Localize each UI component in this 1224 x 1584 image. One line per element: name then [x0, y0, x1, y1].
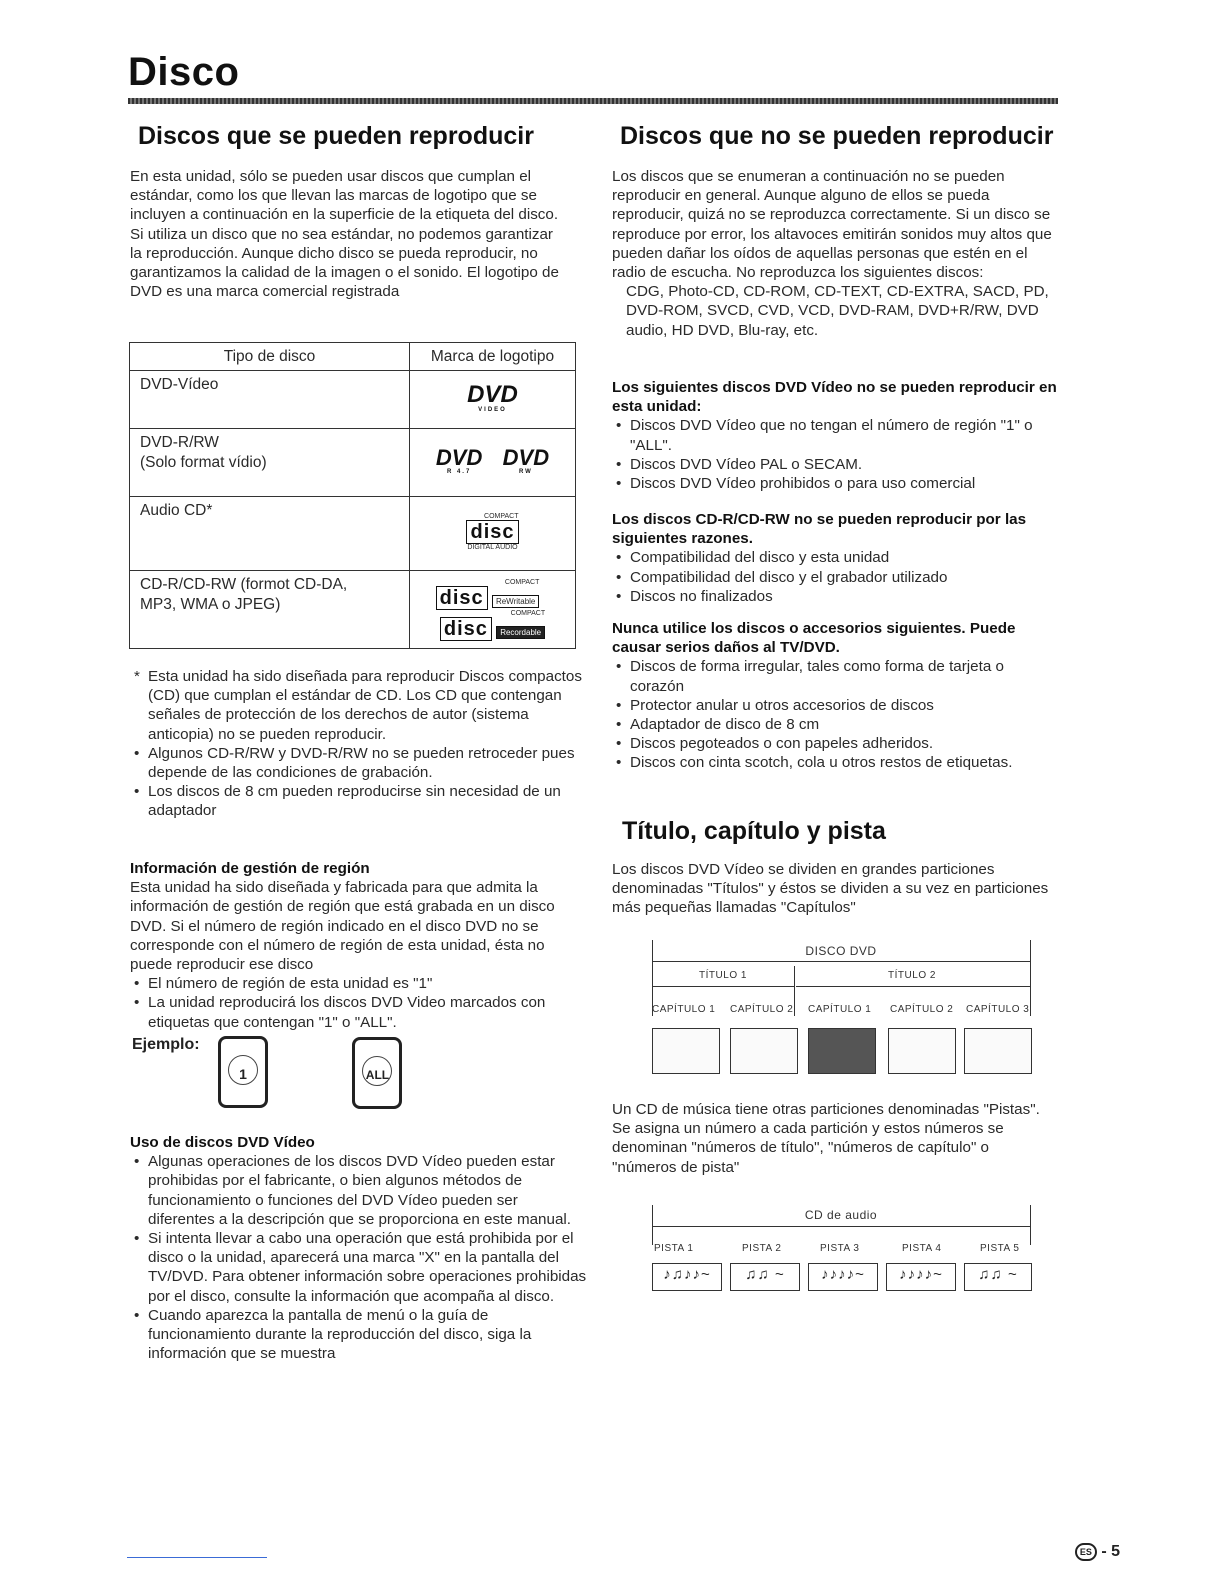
chapter-image	[652, 1028, 720, 1074]
disc-list: CDG, Photo-CD, CD-ROM, CD-TEXT, CD-EXTRA, SACD, PD, DVD-ROM, SVCD, CVD, VCD, DVD-RAM, DVD+R/RW, DVD audio, HD DVD, Blu-ray, etc.	[626, 283, 1049, 339]
language-icon: ES	[1075, 1543, 1097, 1561]
table-notes	[130, 667, 585, 821]
page-number: ES - 5	[1075, 1543, 1120, 1561]
list-item: • Adaptador de disco de 8 cm	[612, 715, 1057, 734]
page-title: Disco	[128, 50, 240, 94]
title-rule	[128, 98, 1058, 104]
sub3-heading: Nunca utilice los discos o accesorios siguientes. Puede causar serios daños al TV/DVD.	[612, 620, 1016, 657]
list-item: • Discos no finalizados	[612, 587, 1057, 606]
dvd-label: DISCO DVD	[805, 944, 877, 958]
track-label: PISTA 1	[654, 1243, 694, 1254]
list-item: • La unidad reproducirá los discos DVD Video marcados con etiquetas que contengan "1" o "ALL".	[130, 993, 585, 1031]
track-label: PISTA 4	[902, 1243, 942, 1254]
dvd-rw-logo: DVD RW	[502, 445, 550, 475]
chapter-image	[888, 1028, 956, 1074]
list-item: • Algunas operaciones de los discos DVD Vídeo pueden estar prohibidas por el fabricante, o bien algunos métodos de funcionamiento o funciones del DVD Vídeo pueden ser diferentes a la descripción que se proporciona en este manual.	[130, 1152, 588, 1229]
disc-type-note: (Solo format vídio)	[140, 454, 267, 471]
cdr-unplayable-section	[612, 510, 1057, 606]
cd-rw-logo: COMPACT disc ReWritable	[436, 579, 540, 610]
dvd-structure-diagram	[648, 940, 1034, 1080]
track-notes: ♫♫ ~	[730, 1263, 800, 1291]
sub2-heading: Los discos CD-R/CD-RW no se pueden reproducir por las siguientes razones.	[612, 511, 1027, 548]
sub1-heading: Los siguientes discos DVD Vídeo no se pueden reproducir en esta unidad:	[612, 379, 1057, 416]
cd-r-logo: COMPACT disc Recordable	[440, 610, 545, 641]
list-item: * Esta unidad ha sido diseñada para reproducir Discos compactos (CD) que cumplan el estándar de CD. Los CD que contengan señales de protección de los derechos de autor (sistema anticopia) no se pueden reproducir.	[130, 667, 585, 744]
playable-intro: En esta unidad, sólo se pueden usar discos que cumplan el estándar, como los que llevan las marcas de logotipo que se incluyen a continuación en la superficie de la etiqueta del disco. Si utiliza un disco que no sea estándar, no podemos garantizar la reproducción. Aunque dicho disco se pueda reproducir, no garantizamos la calidad de la imagen o el sonido. El logotipo de DVD es una marca comercial registrada	[130, 168, 559, 301]
list-item: • Protector anular u otros accesorios de discos	[612, 696, 1057, 715]
track-notes: ♫♫ ~	[964, 1263, 1032, 1291]
chapter-label: CAPÍTULO 1	[652, 1004, 716, 1015]
list-item: • Compatibilidad del disco y el grabador utilizado	[612, 568, 1057, 587]
dvd-r-logo: DVD R 4.7	[435, 445, 483, 475]
chapter-label: CAPÍTULO 2	[890, 1004, 954, 1015]
disc-type: CD-R/CD-RW (formot CD-DA,	[140, 576, 348, 593]
table-row	[130, 571, 576, 649]
region-heading: Información de gestión de región	[130, 860, 370, 877]
example-label: Ejemplo:	[132, 1036, 200, 1053]
never-use-section	[612, 619, 1057, 773]
list-item: • El número de región de esta unidad es "1"	[130, 974, 585, 993]
list-item: • Discos DVD Vídeo prohibidos o para uso comercial	[612, 474, 1057, 493]
list-item: • Cuando aparezca la pantalla de menú o la guía de funcionamiento durante la reproducción del disco, siga la información que se muestra	[130, 1306, 588, 1364]
table-row	[130, 371, 576, 429]
chapter-image	[964, 1028, 1032, 1074]
cd-label: CD de audio	[804, 1208, 878, 1222]
list-item: • Discos con cinta scotch, cola u otros restos de etiquetas.	[612, 753, 1057, 772]
list-item: • Discos de forma irregular, tales como forma de tarjeta o corazón	[612, 657, 1057, 695]
chapter-label: CAPÍTULO 3	[966, 1004, 1030, 1015]
track-notes: ♪♪♪♪~	[808, 1263, 878, 1291]
disc-type-table	[129, 342, 576, 649]
usage-heading: Uso de discos DVD Vídeo	[130, 1134, 315, 1151]
disc-type-note: MP3, WMA o JPEG)	[140, 596, 281, 613]
track-label: PISTA 3	[820, 1243, 860, 1254]
title-chapter-text: Los discos DVD Vídeo se dividen en grandes particiones denominadas "Títulos" y éstos se dividen a su vez en particiones más pequeñas llamadas "Capítulos"	[612, 861, 1049, 917]
chapter-label: CAPÍTULO 2	[730, 1004, 794, 1015]
cd-text: Un CD de música tiene otras particiones denominadas "Pistas". Se asigna un número a cada partición y estos números se denominan "números de título", "números de capítulo" o "números de pista"	[612, 1101, 1040, 1176]
title-label: TÍTULO 1	[699, 970, 747, 981]
track-label: PISTA 5	[980, 1243, 1020, 1254]
dvd-video-logo: DVD VIDEO	[467, 381, 518, 413]
list-item: • Algunos CD-R/RW y DVD-R/RW no se pueden retroceder pues depende de las condiciones de grabación.	[130, 744, 585, 782]
region-text: Esta unidad ha sido diseñada y fabricada para que admita la información de gestión de región que está grabada en un disco DVD. Si el número de región indicado en el disco DVD no se corresponde con el número de región de esta unidad, ésta no puede reproducir ese disco	[130, 879, 555, 974]
region-all-icon: ALL	[352, 1037, 402, 1109]
track-notes: ♪♪♪♪~	[886, 1263, 956, 1291]
title-chapter-heading: Título, capítulo y pista	[622, 817, 886, 845]
chapter-image	[808, 1028, 876, 1074]
region-1-icon: 1	[218, 1036, 268, 1108]
disc-type: Audio CD*	[140, 502, 213, 519]
list-item: • Si intenta llevar a cabo una operación que está prohibida por el disco o la unidad, aparecerá una marca "X" en la pantalla del TV/DVD. Para obtener información sobre operaciones prohibidas por el disco, consulte la información que acompaña al disco.	[130, 1229, 588, 1306]
list-item: • Discos DVD Vídeo PAL o SECAM.	[612, 455, 1057, 474]
table-header-type: Tipo de disco	[130, 343, 410, 371]
compact-disc-logo: COMPACT disc DIGITAL AUDIO	[467, 513, 519, 551]
track-label: PISTA 2	[742, 1243, 782, 1254]
usage-section	[130, 1133, 588, 1363]
title-label: TÍTULO 2	[888, 970, 936, 981]
table-header-logo: Marca de logotipo	[410, 343, 576, 371]
unplayable-discs-heading: Discos que no se pueden reproducir	[620, 122, 1054, 150]
playable-discs-heading: Discos que se pueden reproducir	[138, 122, 534, 150]
list-item: • Los discos de 8 cm pueden reproducirse sin necesidad de un adaptador	[130, 782, 585, 820]
footer-line	[127, 1557, 267, 1558]
unplayable-intro: Los discos que se enumeran a continuación no se pueden reproducir en general. Aunque alguno de ellos se pueda reproducir, quizá no se reproduzca correctamente. Si un disco se reproduce por error, los altavoces emitirán sonidos muy altos que pueden dañar los oídos de aquellas personas que estén en el radio de escucha. No reproduzca los siguientes discos: CDG, Photo-CD, CD-ROM, CD-TEXT, CD-EXTRA, SACD, PD, DVD-ROM, SVCD, CVD, VCD, DVD-RAM, DVD+R/RW, DVD audio, HD DVD, Blu-ray, etc.	[612, 168, 1052, 339]
disc-type: DVD-R/RW	[140, 434, 219, 451]
table-row	[130, 497, 576, 571]
disc-type: DVD-Vídeo	[140, 376, 219, 393]
list-item: • Discos DVD Vídeo que no tengan el número de región "1" o "ALL".	[612, 416, 1057, 454]
table-row	[130, 429, 576, 497]
list-item: • Discos pegoteados o con papeles adheridos.	[612, 734, 1057, 753]
cd-structure-diagram	[648, 1205, 1034, 1300]
list-item: • Compatibilidad del disco y esta unidad	[612, 548, 1057, 567]
chapter-image	[730, 1028, 798, 1074]
dvd-unplayable-section	[612, 378, 1057, 493]
track-notes: ♪♫♪♪~	[652, 1263, 722, 1291]
region-section	[130, 859, 585, 1032]
chapter-label: CAPÍTULO 1	[808, 1004, 872, 1015]
